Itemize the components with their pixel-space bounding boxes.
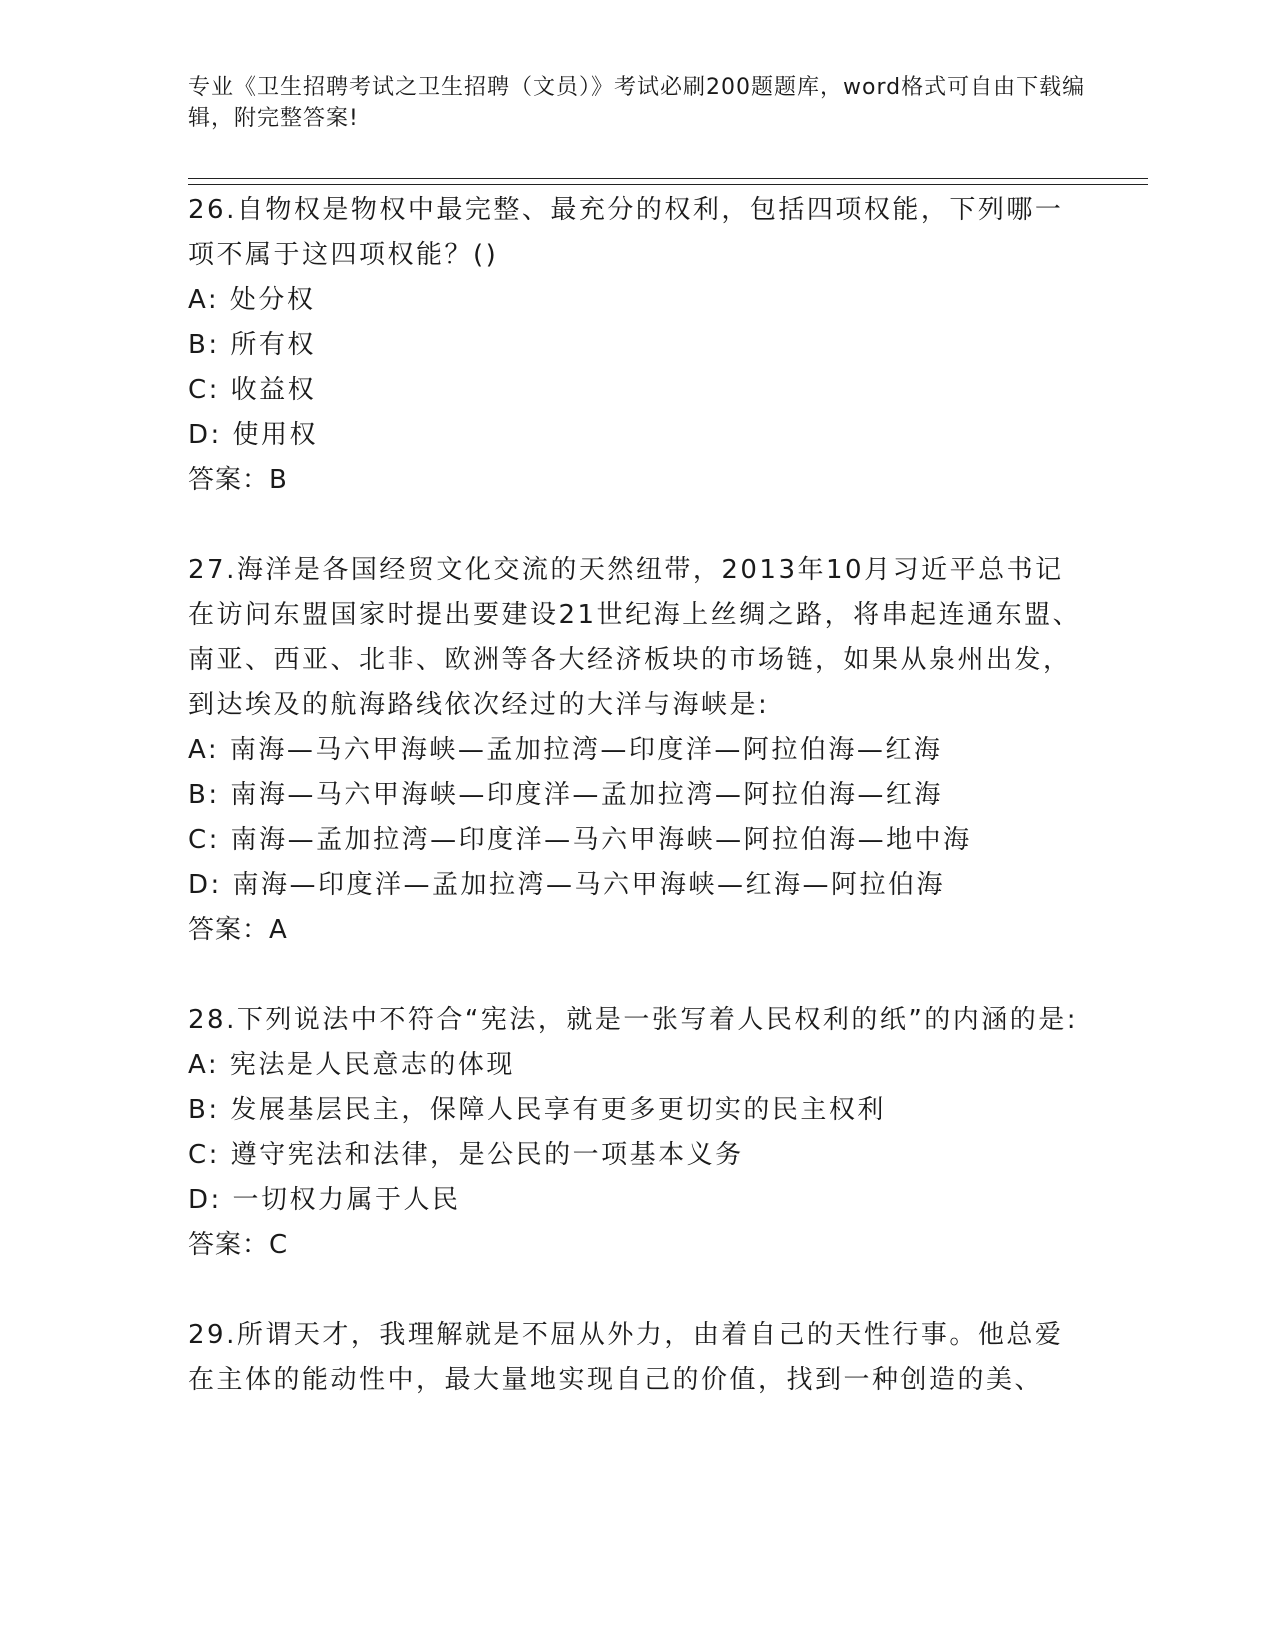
answer-line: 答案：B xyxy=(188,465,288,495)
option-a: A: 南海—马六甲海峡—孟加拉湾—印度洋—阿拉伯海—红海 xyxy=(188,735,943,765)
option-b: B: 南海—马六甲海峡—印度洋—孟加拉湾—阿拉伯海—红海 xyxy=(188,780,943,810)
option-c: C: 收益权 xyxy=(188,375,317,405)
option-b: B: 所有权 xyxy=(188,330,316,360)
question-stem: 28.下列说法中不符合“宪法，就是一张写着人民权利的纸”的内涵的是: xyxy=(188,1005,1079,1035)
header-divider-bottom xyxy=(188,184,1148,185)
option-d: D: 使用权 xyxy=(188,420,319,450)
option-c: C: 遵守宪法和法律，是公民的一项基本义务 xyxy=(188,1140,744,1170)
answer-line: 答案：C xyxy=(188,1230,289,1260)
question-stem: 26.自物权是物权中最完整、最充分的权利，包括四项权能，下列哪一项不属于这四项权能？() xyxy=(188,195,1064,270)
option-a: A: 处分权 xyxy=(188,285,316,315)
document-header: 专业《卫生招聘考试之卫生招聘（文员）》考试必刷200题题库，word格式可自由下载编辑，附完整答案! xyxy=(188,75,1086,131)
option-d: D: 一切权力属于人民 xyxy=(188,1185,461,1215)
option-d: D: 南海—印度洋—孟加拉湾—马六甲海峡—红海—阿拉伯海 xyxy=(188,870,946,900)
question-28 xyxy=(188,998,1088,1268)
question-29 xyxy=(188,1313,1088,1403)
question-list xyxy=(188,188,1088,1448)
question-stem: 27.海洋是各国经贸文化交流的天然纽带，2013年10月习近平总书记在访问东盟国家时提出要建设21世纪海上丝绸之路，将串起连通东盟、南亚、西亚、北非、欧洲等各大经济板块的市场链，如果从泉州出发，到达埃及的航海路线依次经过的大洋与海峡是: xyxy=(188,555,1082,720)
option-b: B: 发展基层民主，保障人民享有更多更切实的民主权利 xyxy=(188,1095,886,1125)
question-27 xyxy=(188,548,1088,953)
option-a: A: 宪法是人民意志的体现 xyxy=(188,1050,515,1080)
answer-line: 答案：A xyxy=(188,915,288,945)
question-26 xyxy=(188,188,1088,503)
option-c: C: 南海—孟加拉湾—印度洋—马六甲海峡—阿拉伯海—地中海 xyxy=(188,825,972,855)
header-divider-top xyxy=(188,178,1148,179)
question-stem: 29.所谓天才，我理解就是不屈从外力，由着自己的天性行事。他总爱在主体的能动性中，最大量地实现自己的价值，找到一种创造的美、 xyxy=(188,1320,1064,1395)
